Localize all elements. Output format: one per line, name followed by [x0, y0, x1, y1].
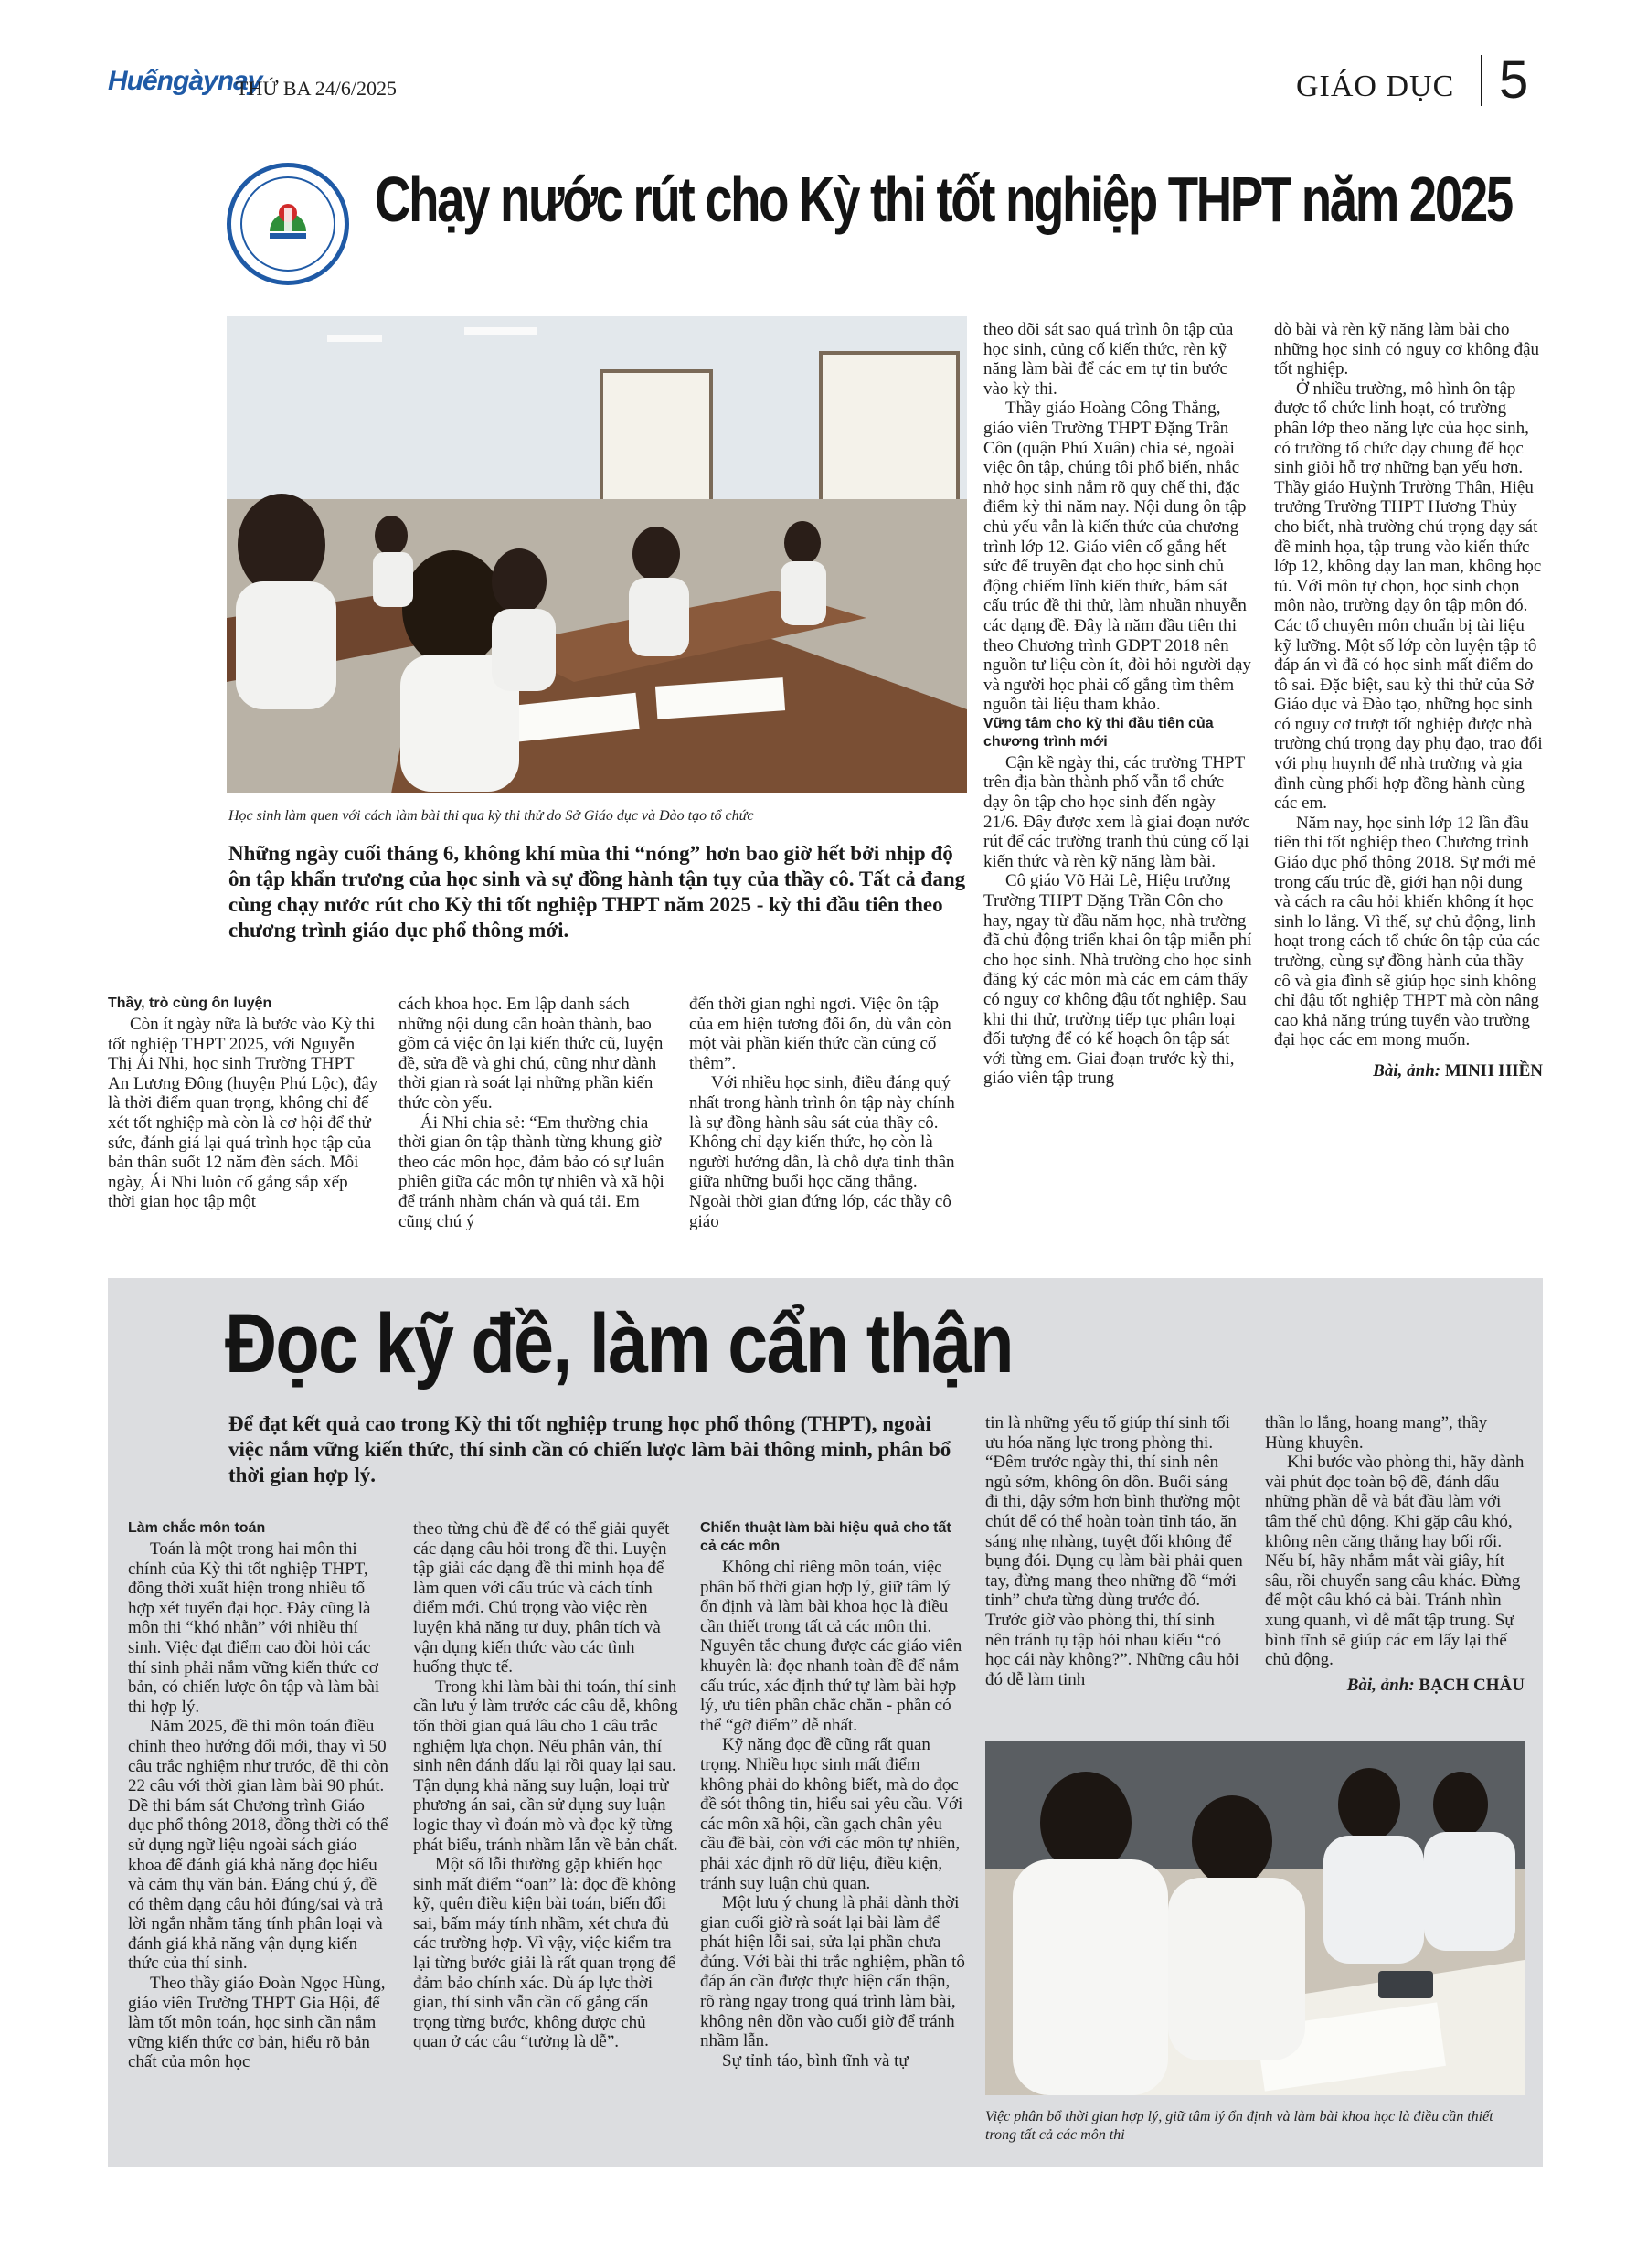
paragraph: theo từng chủ đề để có thể giải quyết các dạng câu hỏi trong đề thi. Luyện tập giải các dạng đề thi minh họa để làm quen với cấu trúc và cách tính điểm mới. Chú trọng vào việc rèn luyện khả năng tư duy, phân tích và vận dụng kiến thức vào các tình huống thực tế.: [413, 1519, 670, 1677]
paragraph: Khi bước vào phòng thi, hãy dành vài phút đọc toàn bộ đề, đánh dấu những phần dễ và bắt đầu làm với tâm thế chủ động. Khi gặp câu khó, không nên căng thẳng hay bối rối. Nếu bí, hãy nhắm mắt vài giây, hít sâu, rồi chuyển sang câu khác. Đừng để một câu khó cả bài. Tránh nhìn xung quanh, vì dễ mất tập trung. Sự bình tĩnh sẽ giúp các em lấy lại thế chủ động.: [1265, 1453, 1525, 1670]
education-department-logo: [227, 163, 349, 285]
paragraph: Ái Nhi chia sẻ: “Em thường chia thời gian ôn tập thành từng khung giờ theo các môn học, đảm bảo có sự luân phiên giữa các môn tự nhiên và xã hội để tránh nhàm chán và quá tải. Em cũng chú ý: [398, 1113, 664, 1231]
article-2-column-4: [985, 1413, 1243, 1689]
logo-emblem-icon: [262, 195, 313, 246]
paragraph: Năm nay, học sinh lớp 12 lần đầu tiên thi tốt nghiệp theo Chương trình Giáo dục phổ thông 2018. Sự mới mẻ trong cấu trúc đề, giới hạn nội dung và cách ra câu hỏi khiến không ít học sinh lo lắng. Vì thế, sự chủ động, linh hoạt trong cách tổ chức ôn tập của các trường, cùng sự đồng hành của thầy cô và gia đình sẽ giúp học sinh không chỉ đậu tốt nghiệp THPT mà còn nâng cao khả năng trúng tuyển vào trường đại học các em mong muốn.: [1274, 813, 1540, 1050]
subheading-teachers-students: Thầy, trò cùng ôn luyện: [108, 996, 272, 1011]
paragraph: Với nhiều học sinh, điều đáng quý nhất trong hành trình ôn tập này chính là sự đồng hành sâu sát của thầy cô. Không chỉ dạy kiến thức, họ còn là người hướng dẫn, là chỗ dựa tinh thần giữa những buổi học căng thẳng. Ngoài thời gian đứng lớp, các thầy cô giáo: [689, 1073, 955, 1231]
paragraph: Thầy giáo Hoàng Công Thắng, giáo viên Trường THPT Đặng Trần Côn (quận Phú Xuân) chia sẻ, ngoài việc ôn tập, chúng tôi phổ biến, nhắc nhở học sinh nắm rõ quy chế thi, đặc điểm kỳ thi năm nay. Nội dung ôn tập chủ yếu vẫn là kiến thức của chương trình lớp 12. Giáo viên cố gắng hết sức để truyền đạt cho học sinh chủ động chiếm lĩnh kiến thức, bám sát cấu trúc đề thi thử, làm nhuần nhuyễn các dạng đề. Đây là năm đầu tiên thi theo Chương trình GDPT 2018 nên nguồn tư liệu còn ít, đòi hỏi người dạy và người học phải cố gắng tìm thêm nguồn tài liệu tham khảo.: [983, 399, 1251, 715]
header-divider: [1481, 55, 1482, 106]
article-1-column-3: [689, 995, 960, 1231]
page-number: 5: [1499, 50, 1529, 110]
article-1-column-5: [1274, 320, 1543, 1081]
paragraph: Còn ít ngày nữa là bước vào Kỳ thi tốt nghiệp THPT 2025, với Nguyễn Thị Ái Nhi, học sinh Trường THPT An Lương Đông (huyện Phú Lộc), đây là thời điểm quan trọng, không chỉ để xét tốt nghiệp mà còn là cơ hội để thử sức, đánh giá lại quá trình học tập của bản thân suốt 12 năm đèn sách. Mỗi ngày, Ái Nhi luôn cố gắng sắp xếp thời gian học tập một: [108, 1015, 378, 1212]
issue-date: THỨ BA 24/6/2025: [236, 77, 397, 100]
article-2-byline: [1265, 1676, 1525, 1696]
paragraph: dò bài và rèn kỹ năng làm bài cho những học sinh có nguy cơ không đậu tốt nghiệp.: [1274, 320, 1540, 379]
paragraph: Cô giáo Võ Hải Lê, Hiệu trưởng Trường THPT Đặng Trần Côn cho hay, ngay từ đầu năm học, nhà trường đã chủ động triển khai ôn tập miễn phí cho học sinh. Nhà trường cho học sinh đăng ký các môn mà các em cảm thấy có nguy cơ không đậu tốt nghiệp. Sau khi thi thử, trường tiếp tục phân loại đối tượng để có kế hoạch ôn tập sát với từng em. Giai đoạn trước kỳ thi, giáo viên tập trung: [983, 871, 1252, 1089]
article-2-column-2: [413, 1519, 678, 2052]
paragraph: Theo thầy giáo Đoàn Ngọc Hùng, giáo viên Trường THPT Gia Hội, để làm tốt môn toán, học sinh cần nắm vững kiến thức cơ bản, hiểu rõ bản chất của môn học: [128, 1974, 386, 2072]
article-1-column-2: [398, 995, 669, 1231]
article-2-headline: Đọc kỹ đề, làm cẩn thận: [225, 1297, 1013, 1390]
exam-room-photo: [227, 316, 967, 793]
paragraph: Cận kề ngày thi, các trường THPT trên địa bàn thành phố vẫn tổ chức dạy ôn tập cho học sinh đến ngày 21/6. Đây được xem là giai đoạn nước rút để các trường tranh thủ củng cố lại kiến thức và rèn kỹ năng làm bài.: [983, 752, 1250, 871]
paragraph: tin là những yếu tố giúp thí sinh tối ưu hóa năng lực trong phòng thi. “Đêm trước ngày thi, thí sinh nên ngủ sớm, không ôn dồn. Buổi sáng đi thi, dậy sớm hơn bình thường một chút để có thể hoàn toàn tỉnh táo, ăn sáng nhẹ nhàng, tuyệt đối không để bụng đói. Dụng cụ làm bài phải quen tay, đừng mang theo những đồ “mới tinh” chưa từng dùng trước đó. Trước giờ vào phòng thi, thí sinh nên tránh tụ tập hỏi nhau kiểu “có học cái này không?”. Những câu hỏi đó dễ làm tinh: [985, 1413, 1243, 1689]
article-2-column-1: [128, 1519, 389, 2072]
paragraph: Kỹ năng đọc đề cũng rất quan trọng. Nhiều học sinh mất điểm không phải do không biết, mà do đọc đề sót thông tin, hiểu sai yêu cầu. Với các môn xã hội, cần gạch chân yêu cầu đề bài, còn với các môn tự nhiên, phải xác định rõ dữ liệu, điều kiện, tránh suy luận chủ quan.: [700, 1735, 963, 1893]
paragraph: Trong khi làm bài thi toán, thí sinh cần lưu ý làm trước các câu dễ, không tốn thời gian quá lâu cho 1 câu trắc nghiệm lựa chọn. Nếu phân vân, thí sinh nên đánh dấu lại rồi quay lại sau. Tận dụng khả năng suy luận, loại trừ phương án sai, cần sử dụng suy luận logic thay vì đoán mò và đọc kỹ từng phát biểu, tránh nhầm lẫn về bản chất.: [413, 1677, 678, 1855]
article-2-lede: Để đạt kết quả cao trong Kỳ thi tốt nghiệp trung học phổ thông (THPT), ngoài việc nắm vững kiến thức, thí sinh cần có chiến lược làm bài thông minh, phân bổ thời gian hợp lý.: [228, 1412, 951, 1486]
masthead: Huếngàynay: [108, 66, 262, 96]
article-2-column-3: [700, 1519, 965, 2071]
paragraph: Ở nhiều trường, mô hình ôn tập được tổ chức linh hoạt, có trường phân lớp theo năng lực của học sinh, có trường tổ chức dạy chung để học sinh giỏi hỗ trợ những bạn yếu hơn. Thầy giáo Huỳnh Trường Thân, Hiệu trưởng Trường THPT Hương Thủy cho biết, nhà trường chú trọng dạy sát đề minh họa, tập trung vào kiến thức lớp 12, không dạy lan man, không học tủ. Với môn tự chọn, học sinh chọn môn nào, trường dạy ôn tập môn đó. Các tổ chuyên môn chuẩn bị tài liệu kỹ lưỡng. Một số lớp còn luyện tập tô đáp án vì đã có học sinh mất điểm do tô sai. Đặc biệt, sau kỳ thi thử của Sở Giáo dục và Đào tạo, những học sinh có nguy cơ trượt tốt nghiệp được nhà trường chú trọng dạy phụ đạo, trao đổi với phụ huynh để nhà trường và gia đình cùng phối hợp đồng hành cùng các em.: [1274, 378, 1543, 814]
photo-1-caption: Học sinh làm quen với cách làm bài thi qua kỳ thi thử do Sở Giáo dục và Đào tạo tổ chức: [228, 808, 754, 824]
paragraph: Một lưu ý chung là phải dành thời gian cuối giờ rà soát lại bài làm để phát hiện lỗi sai, sửa lại phần chưa đúng. Với bài thi trắc nghiệm, phần tô đáp án cần được thực hiện cẩn thận, rõ ràng ngay trong quá trình làm bài, không nên dồn vào cuối giờ để tránh nhầm lẫn.: [700, 1893, 965, 2051]
paragraph: theo dõi sát sao quá trình ôn tập của học sinh, củng cố kiến thức, rèn kỹ năng làm bài để các em tự tin bước vào kỳ thi.: [983, 320, 1234, 399]
article-1-lede: Những ngày cuối tháng 6, không khí mùa thi “nóng” hơn bao giờ hết bởi nhịp độ ôn tập khẩn trương của học sinh và sự đồng hành tận tụy của thầy cô. Tất cả đang cùng chạy nước rút cho Kỳ thi tốt nghiệp THPT năm 2025 - kỳ thi đầu tiên theo chương trình giáo dục phổ thông mới.: [228, 842, 966, 942]
paragraph: Năm 2025, đề thi môn toán điều chỉnh theo hướng đổi mới, thay vì 50 câu trắc nghiệm như trước, đề thi còn 22 câu với thời gian làm bài 90 phút. Đề thi bám sát Chương trình Giáo dục phổ thông 2018, đồng thời có thể sử dụng ngữ liệu ngoài sách giáo khoa để đánh giá khả năng đọc hiểu và cảm thụ văn bản. Đáng chú ý, đề có thêm dạng câu hỏi đúng/sai và trả lời ngắn nhằm tăng tính phân loại và đánh giá khả năng vận dụng kiến thức của thí sinh.: [128, 1717, 388, 1974]
students-illustration: [985, 1741, 1525, 2095]
article-2-column-5: [1265, 1413, 1525, 1695]
article-1-column-1: [108, 995, 378, 1212]
subheading-first-exam: Vững tâm cho kỳ thi đầu tiên của chương trình mới: [983, 715, 1214, 750]
byline-author: MINH HIỀN: [1444, 1060, 1543, 1081]
paragraph: Một số lỗi thường gặp khiến học sinh mất điểm “oan” là: đọc đề không kỹ, quên điều kiện bài toán, biến đổi sai, bấm máy tính nhầm, xét chưa đủ các trường hợp. Vì vậy, việc kiểm tra lại từng bước giải là rất quan trọng để đảm bảo chính xác. Dù áp lực thời gian, thí sinh vẫn cần cố gắng cẩn trọng từng bước, không được chủ quan ở các câu “tưởng là dễ”.: [413, 1855, 676, 2052]
paragraph: Toán là một trong hai môn thi chính của Kỳ thi tốt nghiệp THPT, đồng thời xuất hiện trong nhiều tổ hợp xét tuyển đại học. Đây cũng là môn thi “khó nhằn” với nhiều thí sinh. Việc đạt điểm cao đòi hỏi các thí sinh phải nắm vững kiến thức cơ bản, có chiến lược ôn tập và làm bài thi hợp lý.: [128, 1539, 380, 1717]
article-1-headline: Chạy nước rút cho Kỳ thi tốt nghiệp THPT năm 2025: [375, 164, 1512, 235]
paragraph: Sự tỉnh táo, bình tĩnh và tự: [722, 2050, 909, 2071]
section-name: GIÁO DỤC: [1296, 69, 1455, 103]
students-taking-test-photo: [985, 1741, 1525, 2095]
subheading-strategy: Chiến thuật làm bài hiệu quả cho tất cả các môn: [700, 1520, 951, 1554]
paragraph: cách khoa học. Em lập danh sách những nội dung cần hoàn thành, bao gồm cả việc ôn lại kiến thức cũ, luyện đề, sửa đề và ghi chú, cũng như dành thời gian rà soát lại những phần kiến thức còn yếu.: [398, 995, 664, 1113]
byline-prefix: Bài, ảnh:: [1373, 1060, 1441, 1081]
subheading-math: Làm chắc môn toán: [128, 1520, 266, 1536]
paragraph: Không chỉ riêng môn toán, việc phân bổ thời gian hợp lý, giữ tâm lý ổn định và làm bài khoa học là điều cần thiết trong tất cả các môn thi. Nguyên tắc chung được các giáo viên khuyên là: đọc nhanh toàn đề để nắm cấu trúc, xác định thứ tự làm bài hợp lý, ưu tiên phần chắc chắn - phần có thể “gỡ điểm” dễ nhất.: [700, 1558, 962, 1735]
paragraph: đến thời gian nghỉ ngơi. Việc ôn tập của em hiện tương đối ổn, dù vẫn còn một vài phần kiến thức cần củng cố thêm”.: [689, 995, 951, 1073]
byline-prefix: Bài, ảnh:: [1346, 1675, 1415, 1695]
article-1-byline: [1274, 1061, 1543, 1081]
exam-room-illustration: [227, 316, 967, 793]
photo-2-caption: Việc phân bổ thời gian hợp lý, giữ tâm lý ổn định và làm bài khoa học là điều cần thiết trong tất cả các môn thi: [985, 2109, 1493, 2143]
article-1-column-4: [983, 320, 1252, 1089]
paragraph: thần lo lắng, hoang mang”, thầy Hùng khuyên.: [1265, 1413, 1488, 1453]
byline-author: BẠCH CHÂU: [1419, 1675, 1525, 1695]
